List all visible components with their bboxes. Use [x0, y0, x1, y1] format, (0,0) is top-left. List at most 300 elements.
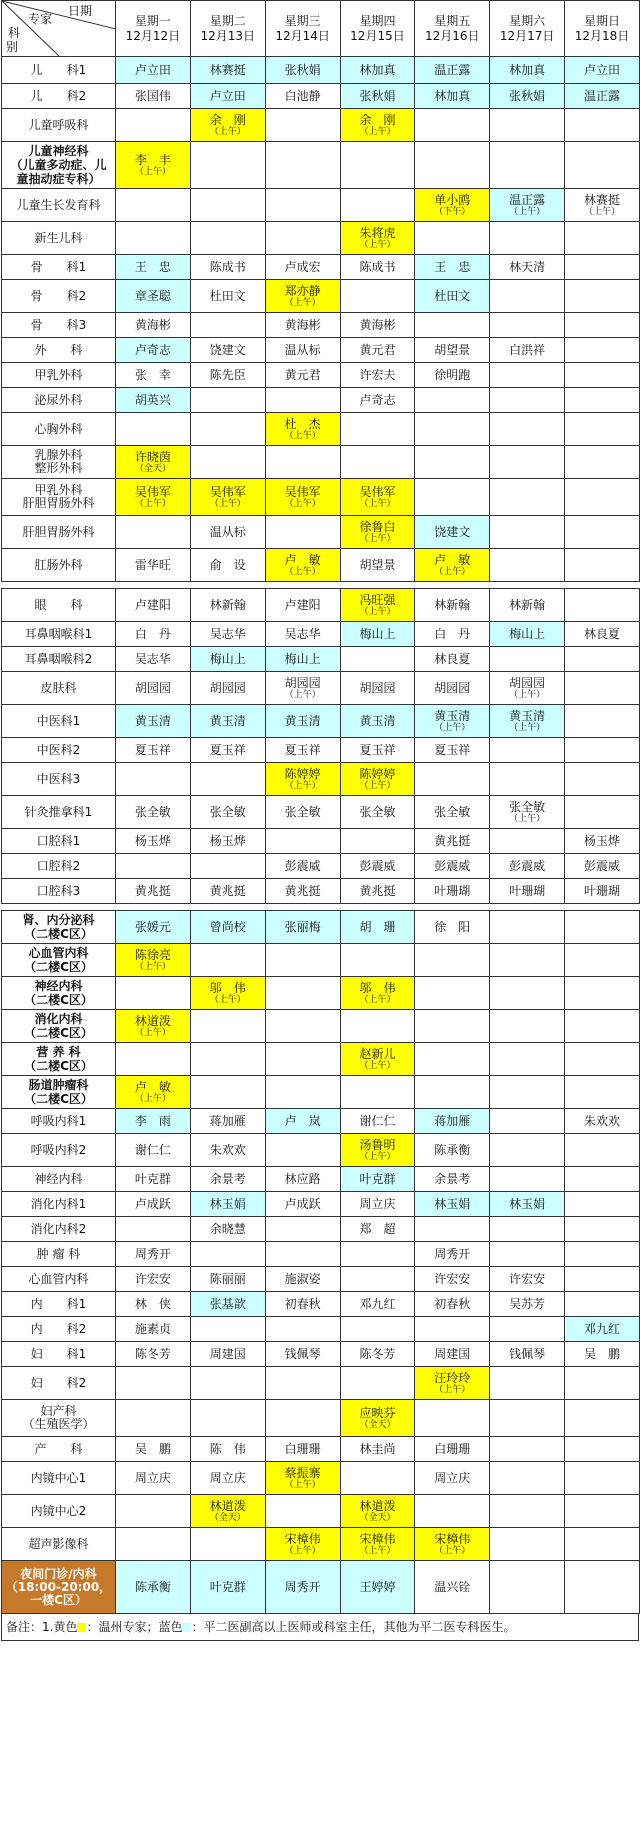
session-note: （上午） [583, 206, 620, 217]
schedule-cell [565, 142, 640, 189]
schedule-cell [265, 413, 340, 446]
dept-cell [2, 738, 116, 763]
schedule-cell [340, 84, 415, 109]
schedule-cell [340, 829, 415, 854]
schedule-cell [265, 1010, 340, 1043]
schedule-cell [415, 109, 490, 142]
doctor-name: 林新翰 [509, 598, 546, 612]
schedule-cell [340, 388, 415, 413]
dept-name: 心血管内科 [28, 946, 89, 960]
doctor-name: 杨玉烨 [209, 834, 246, 848]
schedule-cell [265, 1076, 340, 1109]
dept-name: 肛肠外科 [34, 557, 83, 572]
doctor-name: 叶克群 [359, 1172, 396, 1186]
dept-name: 心血管内科 [28, 1271, 89, 1286]
schedule-cell [415, 255, 490, 280]
schedule-cell [116, 1217, 191, 1242]
schedule-cell [340, 763, 415, 796]
schedule-cell [340, 589, 415, 622]
schedule-cell [565, 84, 640, 109]
schedule-cell [116, 763, 191, 796]
schedule-cell [116, 280, 191, 313]
dept-cell [2, 796, 116, 829]
schedule-cell [490, 388, 565, 413]
doctor-name: 钱佩琴 [509, 1347, 546, 1361]
schedule-cell [265, 738, 340, 763]
dept-name: 肠道肿瘤科 [28, 1078, 89, 1092]
table-row [2, 829, 640, 854]
schedule-cell [190, 1317, 265, 1342]
schedule-cell [340, 57, 415, 84]
doctor-name: 黄兆挺 [134, 884, 171, 898]
schedule-cell [190, 1400, 265, 1437]
schedule-cell [116, 338, 191, 363]
schedule-cell [490, 413, 565, 446]
schedule-cell [490, 911, 565, 944]
doctor-name: 卢成跃 [284, 1197, 321, 1211]
schedule-cell [490, 1192, 565, 1217]
schedule-cell [415, 84, 490, 109]
schedule-cell [190, 738, 265, 763]
day-header [490, 1, 565, 57]
doctor-name: 胡园园 [359, 681, 396, 695]
doctor-name: 黄兆挺 [434, 834, 471, 848]
dept-name: 内镜中心2 [30, 1503, 87, 1518]
dept-cell [2, 1495, 116, 1528]
dept-cell [2, 1217, 116, 1242]
dept-name: 骨 科2 [30, 288, 87, 303]
table-row [2, 549, 640, 582]
schedule-cell [116, 1400, 191, 1437]
dept-cell [2, 705, 116, 738]
session-note: （下午） [434, 206, 471, 217]
doctor-name: 黄玉清 [434, 708, 471, 723]
dept-cell [2, 280, 116, 313]
schedule-cell [116, 549, 191, 582]
schedule-cell [490, 57, 565, 84]
schedule-cell [265, 1167, 340, 1192]
schedule-cell [116, 313, 191, 338]
table-row [2, 338, 640, 363]
doctor-name: 周秀开 [134, 1247, 171, 1261]
doctor-name: 白珊珊 [284, 1442, 321, 1456]
doctor-name: 林天清 [509, 260, 546, 274]
dept-name: 肾、内分泌科 [22, 913, 95, 927]
schedule-cell [190, 57, 265, 84]
schedule-cell [490, 338, 565, 363]
schedule-cell [490, 363, 565, 388]
schedule-cell [265, 1437, 340, 1462]
schedule-cell [490, 944, 565, 977]
doctor-name: 许宏安 [134, 1272, 171, 1286]
schedule-cell [340, 1242, 415, 1267]
doctor-name: 余景考 [434, 1172, 471, 1186]
schedule-cell [116, 1462, 191, 1495]
session-note: （上午） [209, 126, 246, 137]
doctor-name: 赵新儿 [359, 1046, 396, 1061]
table-row [2, 446, 640, 479]
dept-name: 儿 科2 [30, 88, 87, 103]
doctor-name: 朱欢欢 [209, 1143, 246, 1157]
doctor-name: 汪玲玲 [434, 1370, 471, 1385]
schedule-cell [415, 1043, 490, 1076]
doctor-name: 张丽梅 [284, 920, 321, 934]
schedule-cell [415, 1109, 490, 1134]
schedule-cell [415, 672, 490, 705]
doctor-name: 雷华旺 [134, 558, 171, 572]
schedule-cell [565, 796, 640, 829]
schedule-cell [190, 589, 265, 622]
doctor-name: 卢立田 [134, 63, 171, 77]
schedule-cell [265, 1400, 340, 1437]
schedule-cell [490, 854, 565, 879]
session-note: （上午） [209, 498, 246, 509]
schedule-cell [565, 705, 640, 738]
doctor-name: 黄海彬 [359, 318, 396, 332]
table-row [2, 944, 640, 977]
dept-cell [2, 479, 116, 516]
dept-name: （二楼C区） [24, 1059, 93, 1073]
schedule-cell [340, 911, 415, 944]
doctor-name: 林玉娟 [209, 1197, 246, 1211]
doctor-name: 林玉娟 [434, 1197, 471, 1211]
doctor-name: 邬 伟 [209, 980, 246, 995]
schedule-cell [490, 1242, 565, 1267]
dept-cell [2, 109, 116, 142]
doctor-name: 白洪祥 [509, 343, 546, 357]
schedule-cell [340, 1109, 415, 1134]
schedule-cell [415, 1267, 490, 1292]
schedule-cell [340, 189, 415, 222]
doctor-name: 卢成宏 [284, 260, 321, 274]
schedule-cell [265, 1495, 340, 1528]
schedule-cell [116, 944, 191, 977]
schedule-cell [490, 1528, 565, 1561]
schedule-cell [565, 1192, 640, 1217]
dept-name: 儿童呼吸科 [28, 117, 89, 132]
session-note: （全天） [359, 1512, 396, 1523]
doctor-name: 黄玉清 [134, 714, 171, 728]
schedule-cell [340, 796, 415, 829]
dept-cell [2, 1437, 116, 1462]
schedule-cell [490, 977, 565, 1010]
doctor-name: 林道泼 [134, 1013, 171, 1028]
doctor-name: 黄兆挺 [359, 884, 396, 898]
schedule-cell [190, 1561, 265, 1614]
schedule-cell [190, 647, 265, 672]
schedule-cell [190, 944, 265, 977]
schedule-cell [565, 1267, 640, 1292]
schedule-cell [265, 1109, 340, 1134]
doctor-name: 初春秋 [284, 1297, 321, 1311]
schedule-cell [415, 705, 490, 738]
doctor-name: 张全敏 [434, 805, 471, 819]
dept-cell [2, 589, 116, 622]
day-header [340, 1, 415, 57]
dept-cell [2, 1561, 116, 1614]
schedule-cell [190, 516, 265, 549]
doctor-name: 谢仁仁 [134, 1143, 171, 1157]
schedule-cell [340, 413, 415, 446]
schedule-cell [565, 1010, 640, 1043]
doctor-name: 吴 鹏 [134, 1442, 171, 1456]
schedule-cell [116, 1292, 191, 1317]
schedule-cell [415, 1217, 490, 1242]
dept-cell [2, 763, 116, 796]
session-note: （上午） [359, 1060, 396, 1071]
schedule-cell [415, 647, 490, 672]
schedule-cell [565, 1528, 640, 1561]
table-row [2, 647, 640, 672]
dept-cell [2, 944, 116, 977]
schedule-cell [415, 313, 490, 338]
doctor-name: 彭震威 [509, 859, 546, 873]
schedule-cell [190, 879, 265, 904]
schedule-cell [415, 944, 490, 977]
schedule-cell [490, 222, 565, 255]
doctor-name: 胡园园 [509, 675, 546, 690]
doctor-name: 余 刚 [359, 112, 396, 127]
schedule-cell [190, 1528, 265, 1561]
dept-name: 新生儿科 [34, 230, 83, 245]
doctor-name: 朱欢欢 [583, 1114, 620, 1128]
schedule-cell [490, 1342, 565, 1367]
schedule-cell [565, 57, 640, 84]
doctor-name: 叶珊瑚 [583, 884, 620, 898]
doctor-name: 林良夏 [434, 652, 471, 666]
doctor-name: 温从标 [209, 525, 246, 539]
schedule-cell [415, 1242, 490, 1267]
session-note: （上午） [359, 126, 396, 137]
doctor-name: 黄玉清 [509, 708, 546, 723]
doctor-name: 汤鲁明 [359, 1137, 396, 1152]
session-note: （上午） [284, 297, 321, 308]
dept-name: 内 科1 [30, 1296, 87, 1311]
schedule-cell [340, 1437, 415, 1462]
schedule-cell [490, 1076, 565, 1109]
schedule-cell [340, 1528, 415, 1561]
legend-note [1, 1614, 639, 1641]
doctor-name: 梅山上 [284, 652, 321, 666]
doctor-name: 宋樟伟 [434, 1531, 471, 1546]
schedule-cell [565, 879, 640, 904]
table-row [2, 255, 640, 280]
dept-cell [2, 1010, 116, 1043]
schedule-cell [415, 1167, 490, 1192]
doctor-name: 夏玉祥 [209, 743, 246, 757]
schedule-cell [565, 479, 640, 516]
table-row [2, 1367, 640, 1400]
doctor-name: 林圭尚 [359, 1442, 396, 1456]
table-row [2, 388, 640, 413]
doctor-name: 温正露 [583, 89, 620, 103]
separator-cell [2, 582, 640, 589]
schedule-cell [415, 1495, 490, 1528]
schedule-cell [116, 1043, 191, 1076]
schedule-cell [340, 977, 415, 1010]
dept-cell [2, 1400, 116, 1437]
schedule-cell [116, 1367, 191, 1400]
doctor-name: 钱佩琴 [284, 1347, 321, 1361]
dept-name: 整形外科 [34, 461, 83, 475]
doctor-name: 张秋娟 [509, 89, 546, 103]
doctor-name: 陈先臣 [209, 368, 246, 382]
schedule-cell [490, 1109, 565, 1134]
dept-cell [2, 911, 116, 944]
schedule-cell [490, 280, 565, 313]
session-note: （上午） [359, 1545, 396, 1556]
dept-cell [2, 446, 116, 479]
schedule-cell [490, 1217, 565, 1242]
corner-expert-label: 专家 [28, 12, 53, 26]
schedule-cell [415, 549, 490, 582]
schedule-cell [190, 829, 265, 854]
doctor-name: 林应路 [284, 1172, 321, 1186]
schedule-cell [340, 1167, 415, 1192]
schedule-cell [490, 479, 565, 516]
table-row [2, 1043, 640, 1076]
dept-name: 肝胆胃肠外科 [22, 524, 95, 539]
doctor-name: 夏玉祥 [434, 743, 471, 757]
schedule-cell [340, 1076, 415, 1109]
doctor-name: 彭震威 [434, 859, 471, 873]
day-header [565, 1, 640, 57]
schedule-cell [565, 446, 640, 479]
schedule-cell [340, 142, 415, 189]
table-row [2, 479, 640, 516]
schedule-cell [265, 1561, 340, 1614]
doctor-name: 陈承衡 [434, 1143, 471, 1157]
doctor-name: 单小鸥 [434, 192, 471, 207]
doctor-name: 张基歆 [209, 1297, 246, 1311]
schedule-cell [116, 1167, 191, 1192]
dept-name: 童抽动症专科） [16, 172, 101, 186]
dept-cell [2, 622, 116, 647]
dept-cell [2, 516, 116, 549]
doctor-name: 夏玉祥 [134, 743, 171, 757]
schedule-cell [490, 1561, 565, 1614]
header-corner [2, 1, 116, 57]
session-note: （上午） [134, 498, 171, 509]
schedule-cell [565, 388, 640, 413]
doctor-name: 初春秋 [434, 1297, 471, 1311]
doctor-name: 吴伟军 [284, 484, 321, 499]
schedule-cell [340, 1317, 415, 1342]
schedule-cell [116, 1192, 191, 1217]
doctor-name: 李 丰 [134, 152, 171, 167]
doctor-name: 林加真 [359, 63, 396, 77]
table-row [2, 1217, 640, 1242]
table-row [2, 84, 640, 109]
session-note: （全天） [359, 1419, 396, 1430]
dept-cell [2, 829, 116, 854]
session-note: （上午） [434, 566, 471, 577]
schedule-cell [116, 388, 191, 413]
schedule-cell [490, 622, 565, 647]
schedule-cell [190, 189, 265, 222]
schedule-cell [415, 1437, 490, 1462]
schedule-cell [415, 516, 490, 549]
schedule-cell [340, 738, 415, 763]
schedule-cell [340, 1192, 415, 1217]
doctor-name: 陈成书 [359, 260, 396, 274]
doctor-name: 周秀开 [284, 1580, 321, 1594]
dept-name: （二楼C区） [24, 927, 93, 941]
dept-name: 产 科 [34, 1441, 83, 1456]
dept-name: 中医科1 [36, 713, 81, 728]
doctor-name: 周秀开 [434, 1247, 471, 1261]
schedule-cell [340, 446, 415, 479]
schedule-cell [265, 622, 340, 647]
dept-name: （二楼C区） [24, 993, 93, 1007]
doctor-name: 吴苏芳 [509, 1297, 546, 1311]
dept-cell [2, 549, 116, 582]
date-label: 12月15日 [350, 28, 405, 43]
schedule-cell [265, 829, 340, 854]
table-row [2, 1076, 640, 1109]
schedule-cell [565, 338, 640, 363]
doctor-name: 林道泼 [359, 1498, 396, 1513]
doctor-name: 施淑姿 [284, 1272, 321, 1286]
table-row [2, 1400, 640, 1437]
schedule-cell [340, 516, 415, 549]
schedule-cell [265, 1317, 340, 1342]
schedule-cell [415, 1134, 490, 1167]
schedule-cell [490, 589, 565, 622]
doctor-name: 卢建阳 [134, 598, 171, 612]
schedule-cell [190, 705, 265, 738]
dept-name: 口腔科3 [36, 883, 81, 898]
doctor-name: 张秋娟 [359, 89, 396, 103]
schedule-cell [340, 313, 415, 338]
schedule-cell [490, 109, 565, 142]
schedule-cell [490, 879, 565, 904]
table-row [2, 57, 640, 84]
schedule-cell [415, 57, 490, 84]
schedule-cell [265, 879, 340, 904]
schedule-cell [565, 647, 640, 672]
doctor-name: 杜 杰 [284, 416, 321, 431]
dept-name: 口腔科1 [36, 833, 81, 848]
dept-cell [2, 1192, 116, 1217]
doctor-name: 黄兆挺 [284, 884, 321, 898]
dept-cell [2, 1267, 116, 1292]
weekday-label: 星期四 [359, 13, 396, 28]
schedule-cell [415, 796, 490, 829]
legend-prefix: 备注：1.黄色 [6, 1620, 78, 1634]
dept-name: 内 科2 [30, 1321, 87, 1336]
schedule-cell [265, 516, 340, 549]
doctor-name: 杨玉烨 [134, 834, 171, 848]
schedule-cell [190, 388, 265, 413]
schedule-cell [340, 255, 415, 280]
schedule-cell [116, 1342, 191, 1367]
session-note: （上午） [209, 994, 246, 1005]
dept-cell [2, 647, 116, 672]
doctor-name: 许宏安 [509, 1272, 546, 1286]
schedule-cell [415, 280, 490, 313]
session-note: （上午） [509, 206, 546, 217]
doctor-name: 徐 阳 [434, 920, 471, 934]
schedule-cell [415, 854, 490, 879]
schedule-cell [415, 911, 490, 944]
session-note: （上午） [359, 1151, 396, 1162]
schedule-cell [490, 1400, 565, 1437]
schedule-cell [190, 1134, 265, 1167]
schedule-cell [565, 1167, 640, 1192]
table-row [2, 1495, 640, 1528]
doctor-name: 温正露 [509, 192, 546, 207]
